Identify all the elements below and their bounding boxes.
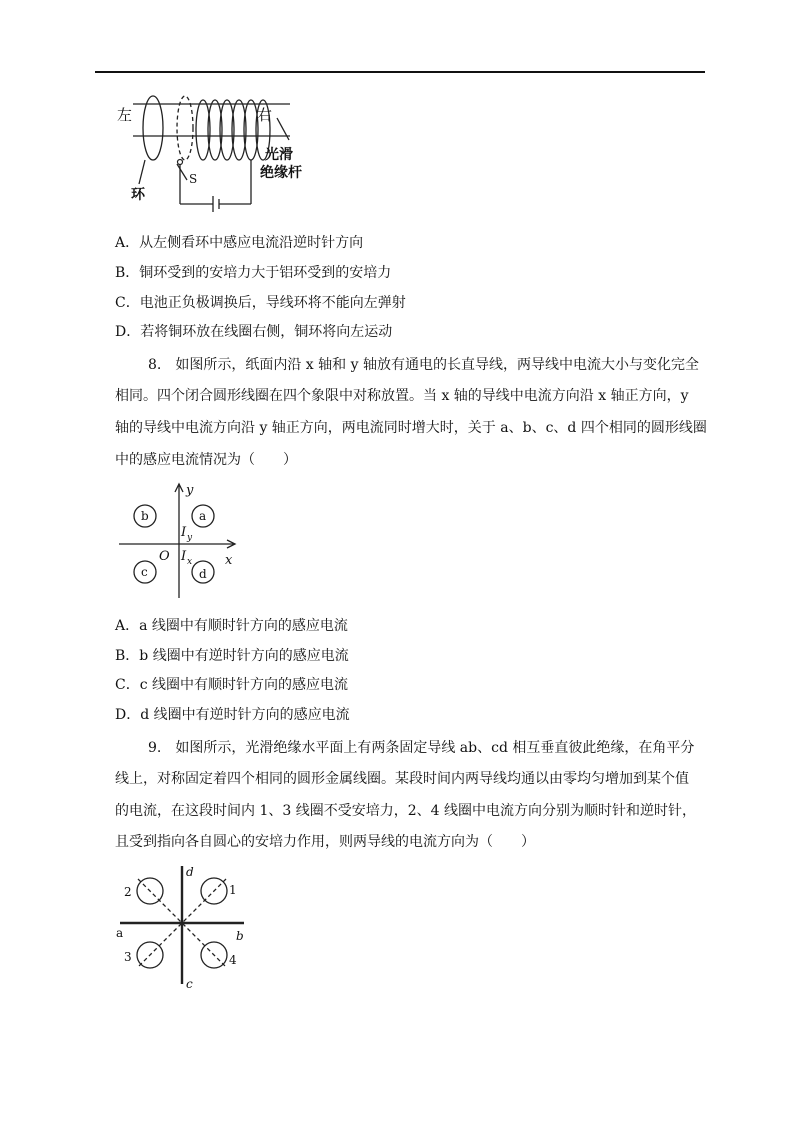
wire-end-b: b (236, 929, 244, 943)
coil-d-label: d (199, 567, 207, 581)
coil-c-label: c (141, 565, 148, 579)
coil-2-label: 2 (124, 885, 132, 899)
header-rule (95, 71, 705, 73)
q8-stem-line1: 8. 如图所示，纸面内沿 x 轴和 y 轴放有通电的长直导线，两导线中电流大小与变化完全 (148, 357, 699, 373)
label-rod-line1: 光滑 (265, 147, 293, 163)
q9-stem-line2: 线上，对称固定着四个相同的圆形金属线圈。某段时间内两导线均通以由零均匀增加到某个值 (115, 771, 689, 787)
wires-coils-figure (112, 860, 252, 996)
coil-4-label: 4 (229, 953, 237, 967)
current-y-sub: y (187, 533, 193, 543)
coil-3-label: 3 (124, 950, 132, 964)
label-switch: S (189, 172, 198, 186)
label-rod-line2: 绝缘杆 (260, 165, 302, 181)
wire-end-d: d (186, 865, 194, 879)
q7-option-a: A．从左侧看环中感应电流沿逆时针方向 (115, 235, 364, 251)
q9-stem-line3: 的电流，在这段时间内 1、3 线圈不受安培力，2、4 线圈中电流方向分别为顺时针和逆时针， (115, 803, 696, 819)
q9-stem-line1: 9. 如图所示，光滑绝缘水平面上有两条固定导线 ab、cd 相互垂直彼此绝缘，在角平分 (148, 740, 695, 756)
current-y-label: I (181, 525, 187, 540)
origin-label: O (159, 549, 170, 564)
label-right: 右 (257, 106, 273, 124)
axes-coils-figure (115, 478, 245, 606)
current-x-sub: x (187, 557, 193, 567)
axis-y-label: y (186, 483, 194, 498)
axis-x-label: x (225, 553, 233, 568)
coil-a-label: a (199, 509, 207, 523)
label-left: 左 (117, 106, 133, 124)
label-ring: 环 (131, 187, 145, 203)
q7-option-b: B．铜环受到的安培力大于铝环受到的安培力 (115, 265, 392, 281)
wire-end-a: a (116, 926, 124, 940)
coil-b-label: b (141, 509, 149, 523)
q8-option-c: C．c 线圈中有顺时针方向的感应电流 (115, 677, 349, 693)
wire-end-c: c (186, 977, 193, 991)
q8-option-b: B．b 线圈中有逆时针方向的感应电流 (115, 648, 349, 664)
coil-1-label: 1 (229, 883, 237, 897)
current-x-label: I (181, 549, 187, 564)
q8-stem-line4: 中的感应电流情况为（ ） (115, 452, 297, 468)
q8-stem-line3: 轴的导线中电流方向沿 y 轴正方向，两电流同时增大时，关于 a、b、c、d 四个相同的圆形线圈 (115, 420, 707, 436)
q9-stem-line4: 且受到指向各自圆心的安培力作用，则两导线的电流方向为（ ） (115, 834, 535, 850)
q7-option-d: D．若将铜环放在线圈右侧，铜环将向左运动 (115, 324, 393, 340)
q8-option-a: A．a 线圈中有顺时针方向的感应电流 (115, 618, 348, 634)
q8-option-d: D．d 线圈中有逆时针方向的感应电流 (115, 707, 350, 723)
q7-option-c: C．电池正负极调换后，导线环将不能向左弹射 (115, 295, 406, 311)
solenoid-figure (105, 88, 315, 220)
q8-stem-line2: 相同。四个闭合圆形线圈在四个象限中对称放置。当 x 轴的导线中电流方向沿 x 轴正方向，y (115, 388, 689, 404)
